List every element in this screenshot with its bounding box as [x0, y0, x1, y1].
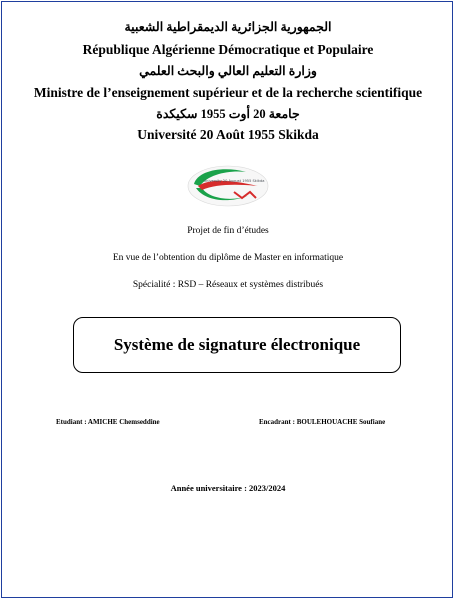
- academic-year: Année universitaire : 2023/2024: [170, 483, 286, 493]
- title-box: [73, 317, 401, 373]
- university-logo-graphic: [186, 164, 270, 208]
- republic-arabic: الجمهورية الجزائرية الديمقراطية الشعبية: [124, 20, 332, 34]
- supervisor-name: Encadrant : BOULEHOUACHE Soufiane: [259, 418, 386, 426]
- ministry-arabic: وزارة التعليم العالي والبحث العلمي: [139, 64, 317, 78]
- thesis-title: Système de signature électronique: [113, 335, 361, 354]
- university-logo: [186, 164, 270, 208]
- project-goal: En vue de l’obtention du diplôme de Master en informatique: [112, 253, 344, 263]
- project-specialty: Spécialité : RSD – Réseaux et systèmes distribués: [132, 280, 324, 290]
- project-type: Projet de fin d’études: [187, 226, 269, 236]
- ministry-french: Ministre de l’enseignement supérieur et de la recherche scientifique: [33, 85, 423, 100]
- republic-french: République Algérienne Démocratique et Populaire: [82, 42, 374, 57]
- logo-text: University 20 August 1955 Skikda: [203, 179, 265, 183]
- university-french: Université 20 Août 1955 Skikda: [137, 127, 319, 142]
- student-name: Etudiant : AMICHE Chemseddine: [56, 418, 160, 426]
- university-arabic: جامعة 20 أوت 1955 سكيكدة: [156, 107, 300, 121]
